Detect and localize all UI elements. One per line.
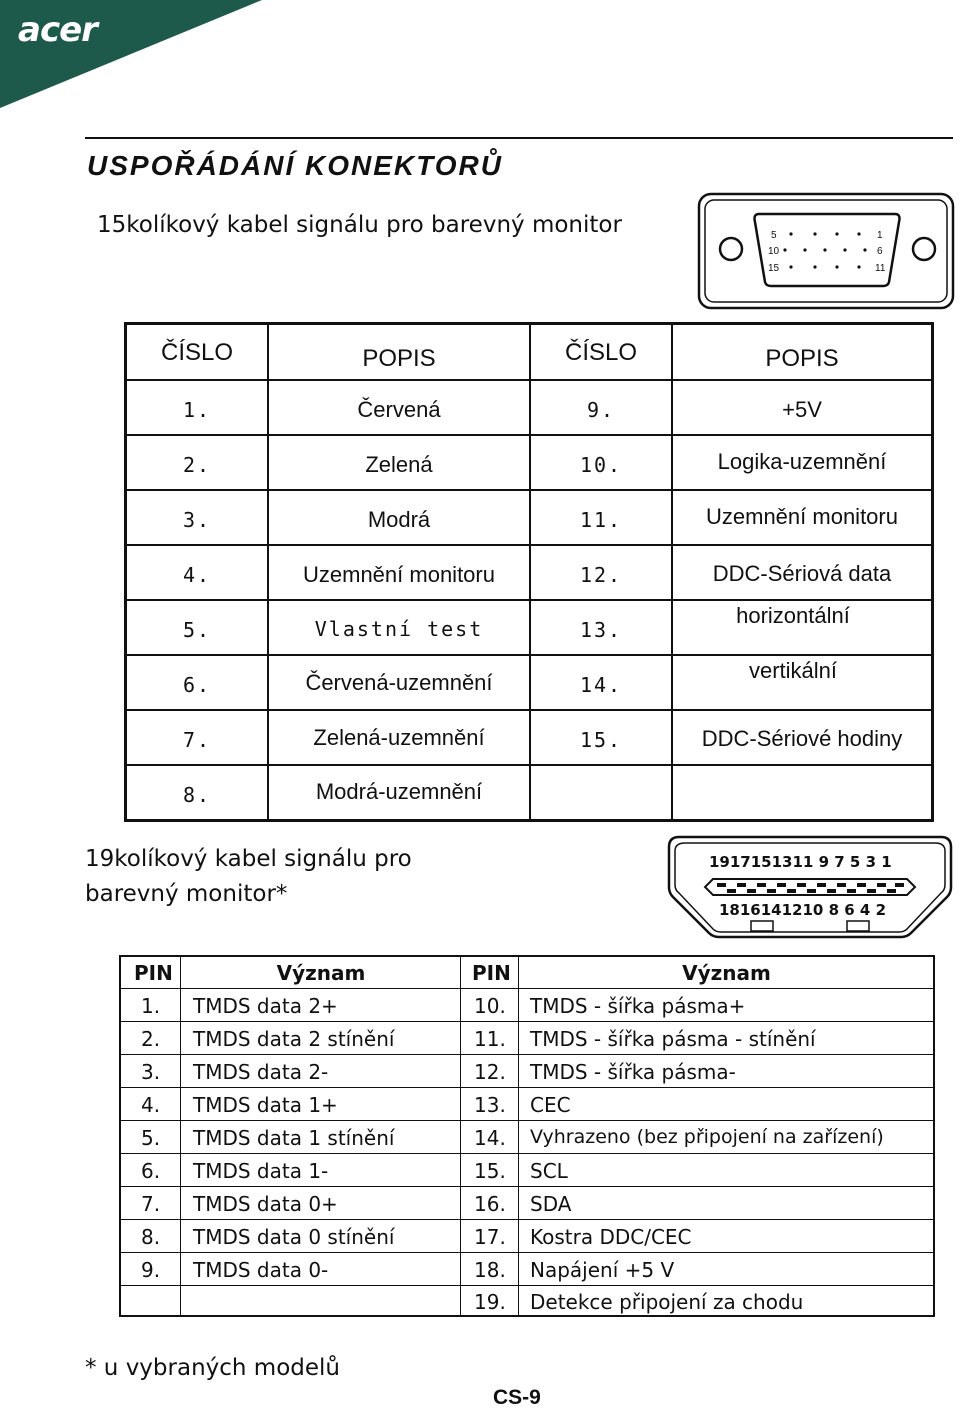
vga-pin-label: 6 xyxy=(877,246,883,257)
hdmi-pin-number: 4. xyxy=(141,1093,161,1117)
hdmi-col-divider xyxy=(180,957,181,1315)
hdmi-subtitle: barevný monitor* xyxy=(85,881,288,907)
vga-pin-description: Vlastní test xyxy=(314,617,484,641)
hdmi-connector-diagram xyxy=(665,833,955,943)
hdmi-pin-meaning: TMDS - šířka pásma - stínění xyxy=(530,1027,816,1051)
hdmi-row-divider xyxy=(121,1285,933,1286)
vga-subtitle: 15kolíkový kabel signálu pro barevný monitor xyxy=(97,212,622,238)
hdmi-pin-meaning: Detekce připojení za chodu xyxy=(530,1290,804,1314)
hdmi-pin-number: 9. xyxy=(141,1258,161,1282)
vga-pin-description: DDC-Sériové hodiny xyxy=(701,726,903,751)
hdmi-row-divider xyxy=(121,1054,933,1055)
hdmi-pin-labels-top: 1917151311 9 7 5 3 1 xyxy=(709,853,892,871)
vga-pin-number: 2. xyxy=(182,453,212,477)
hdmi-header-cell: PIN xyxy=(472,961,511,985)
vga-pin-description: Uzemnění monitoru xyxy=(706,504,898,529)
vga-pin-label: 5 xyxy=(771,230,777,241)
vga-pin-label: 11 xyxy=(875,263,886,274)
hdmi-row-divider xyxy=(121,1021,933,1022)
hdmi-pin-meaning: TMDS - šířka pásma+ xyxy=(530,994,746,1018)
hdmi-pin-number: 15. xyxy=(474,1159,506,1183)
hdmi-pin-meaning: SCL xyxy=(530,1159,568,1183)
vga-pin-number: 15. xyxy=(579,728,623,752)
hdmi-pin-number: 1. xyxy=(141,994,161,1018)
vga-pin-label: 15 xyxy=(768,263,780,274)
vga-pin-description: +5V xyxy=(782,397,822,422)
hdmi-pin-number: 6. xyxy=(141,1159,161,1183)
screw-left-icon xyxy=(720,238,742,260)
hdmi-pin-meaning: TMDS data 2+ xyxy=(193,994,338,1018)
hdmi-pin-number: 7. xyxy=(141,1192,161,1216)
hdmi-pin-meaning: Kostra DDC/CEC xyxy=(530,1225,692,1249)
vga-pin-number: 1. xyxy=(182,398,212,422)
vga-pin-number: 11. xyxy=(579,508,623,532)
hdmi-pin-number: 18. xyxy=(474,1258,506,1282)
hdmi-pin-labels-bottom: 1816141210 8 6 4 2 xyxy=(719,901,887,919)
header-rule xyxy=(85,137,953,139)
vga-pin-description: horizontální xyxy=(736,603,850,628)
hdmi-pin-meaning: Vyhrazeno (bez připojení na zařízení) xyxy=(530,1126,884,1148)
vga-pin-label: 10 xyxy=(768,246,780,257)
vga-pin-number: 5. xyxy=(182,618,212,642)
hdmi-pin-meaning: TMDS data 1- xyxy=(193,1159,329,1183)
vga-pin-table xyxy=(124,322,934,822)
hdmi-header-cell: PIN xyxy=(134,961,173,985)
vga-pin-number: 7. xyxy=(182,728,212,752)
hdmi-row-divider xyxy=(121,1087,933,1088)
vga-row-divider xyxy=(127,709,931,711)
hdmi-subtitle: 19kolíkový kabel signálu pro xyxy=(85,846,412,872)
hdmi-pin-number: 19. xyxy=(474,1290,506,1314)
vga-pin-description: Modrá-uzemnění xyxy=(315,779,483,804)
hdmi-row-divider xyxy=(121,1252,933,1253)
vga-row-divider xyxy=(127,764,931,766)
screw-right-icon xyxy=(913,238,935,260)
vga-pin-number: 12. xyxy=(579,563,623,587)
footnote: * u vybraných modelů xyxy=(85,1355,340,1381)
vga-pin-description: Zelená-uzemnění xyxy=(313,725,485,750)
acer-logo: acer xyxy=(18,10,97,50)
hdmi-pin-number: 13. xyxy=(474,1093,506,1117)
hdmi-row-divider xyxy=(121,988,933,989)
vga-pin-description: Červená xyxy=(357,397,441,422)
vga-pin-label: 1 xyxy=(877,230,883,241)
vga-pin-number: 8. xyxy=(182,783,212,807)
vga-pin-number: 9. xyxy=(586,398,616,422)
vga-row-divider xyxy=(127,379,931,381)
vga-pin-description: DDC-Sériová data xyxy=(712,561,892,586)
hdmi-pin-meaning: SDA xyxy=(530,1192,572,1216)
vga-header-cell: POPIS xyxy=(765,345,839,372)
vga-pin-number: 10. xyxy=(579,453,623,477)
hdmi-pin-meaning: TMDS data 1 stínění xyxy=(193,1126,395,1150)
hdmi-pin-meaning: TMDS data 0 stínění xyxy=(193,1225,395,1249)
vga-pin-description: Uzemnění monitoru xyxy=(303,562,495,587)
vga-pin-description: Zelená xyxy=(365,452,433,477)
hdmi-row-divider xyxy=(121,1120,933,1121)
vga-pin-description: vertikální xyxy=(748,658,838,683)
vga-row-divider xyxy=(127,654,931,656)
vga-pin-number: 3. xyxy=(182,508,212,532)
hdmi-col-divider xyxy=(460,957,461,1315)
hdmi-pin-meaning: Napájení +5 V xyxy=(530,1258,675,1282)
vga-connector-diagram xyxy=(697,192,955,310)
vga-row-divider xyxy=(127,434,931,436)
hdmi-pin-meaning: TMDS data 1+ xyxy=(193,1093,338,1117)
vga-row-divider xyxy=(127,489,931,491)
hdmi-pin-number: 8. xyxy=(141,1225,161,1249)
hdmi-pin-number: 12. xyxy=(474,1060,506,1084)
vga-pin-number: 6. xyxy=(182,673,212,697)
hdmi-pin-number: 3. xyxy=(141,1060,161,1084)
vga-header-cell: ČÍSLO xyxy=(564,339,638,366)
hdmi-header-cell: Význam xyxy=(682,961,771,985)
hdmi-pin-meaning: TMDS data 0+ xyxy=(193,1192,338,1216)
hdmi-pin-number: 14. xyxy=(474,1126,506,1150)
hdmi-pin-meaning: TMDS data 2- xyxy=(193,1060,329,1084)
hdmi-col-divider xyxy=(518,957,519,1315)
vga-row-divider xyxy=(127,599,931,601)
hdmi-pin-meaning: TMDS data 2 stínění xyxy=(193,1027,395,1051)
vga-pin-number: 4. xyxy=(182,563,212,587)
vga-pin-description: Logika-uzemnění xyxy=(717,449,887,474)
vga-pin-description: Modrá xyxy=(367,507,431,532)
hdmi-row-divider xyxy=(121,1153,933,1154)
vga-pin-number: 13. xyxy=(579,618,623,642)
hdmi-pin-meaning: TMDS data 0- xyxy=(193,1258,329,1282)
page-title: USPOŘÁDÁNÍ KONEKTORŮ xyxy=(87,150,503,181)
vga-header-cell: POPIS xyxy=(362,345,436,372)
hdmi-header-cell: Význam xyxy=(276,961,366,985)
hdmi-row-divider xyxy=(121,1186,933,1187)
hdmi-pin-number: 10. xyxy=(474,994,506,1018)
hdmi-pin-number: 17. xyxy=(474,1225,506,1249)
hdmi-pin-number: 11. xyxy=(474,1027,506,1051)
hdmi-pin-table xyxy=(119,955,935,1317)
vga-row-divider xyxy=(127,544,931,546)
page-number: CS-9 xyxy=(493,1386,541,1409)
vga-pin-number: 14. xyxy=(579,673,623,697)
hdmi-pin-number: 5. xyxy=(141,1126,161,1150)
hdmi-row-divider xyxy=(121,1219,933,1220)
hdmi-pin-number: 16. xyxy=(474,1192,506,1216)
vga-pin-description: Červená-uzemnění xyxy=(305,670,493,695)
vga-header-cell: ČÍSLO xyxy=(160,339,234,366)
hdmi-pin-number: 2. xyxy=(141,1027,161,1051)
hdmi-pin-meaning: CEC xyxy=(530,1093,571,1117)
hdmi-pin-meaning: TMDS - šířka pásma- xyxy=(530,1060,736,1084)
